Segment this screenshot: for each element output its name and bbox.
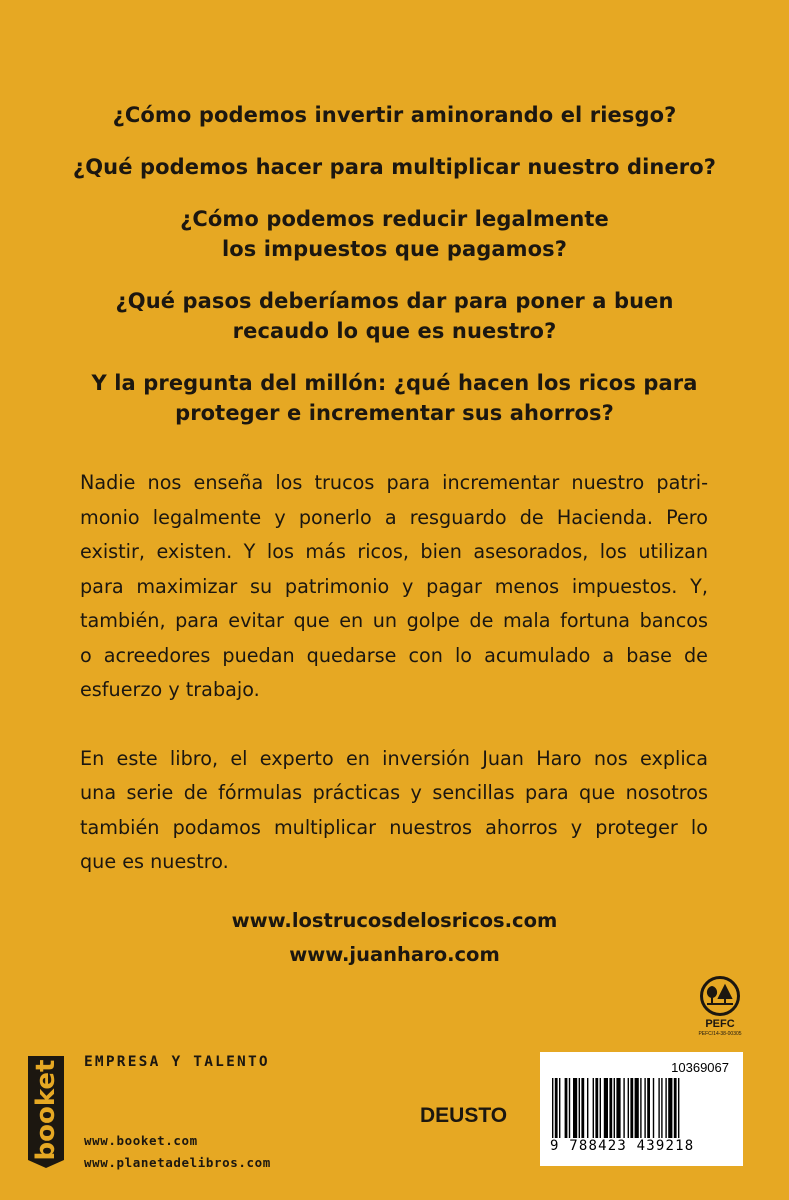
question [40, 204, 749, 264]
barcode-bar [573, 1078, 577, 1138]
text-line: esfuerzo y trabajo. [80, 678, 260, 701]
text-line: que es nuestro. [80, 850, 229, 873]
barcode-bar [623, 1078, 624, 1138]
text-line: monio legalmente y ponerlo a resguardo de Hacienda. Pero [80, 505, 708, 529]
synopsis-paragraph-2 [80, 742, 708, 880]
text-line: o acreedores puedan quedarse con lo acumulado a base de [80, 643, 708, 667]
booket-logo-text: booket [31, 1059, 61, 1161]
publisher-name: DEUSTO [420, 1104, 508, 1127]
barcode-bar [678, 1078, 679, 1138]
barcode-bar [635, 1078, 639, 1138]
pefc-label: PEFC [705, 1018, 735, 1030]
website-link[interactable]: www.lostrucosdelosricos.com [231, 909, 558, 932]
barcode-bar [569, 1078, 570, 1138]
barcode-bar [609, 1078, 612, 1138]
questions-block [40, 100, 749, 450]
barcode-bar [661, 1078, 662, 1138]
question-line: ¿Cómo podemos invertir aminorando el riesgo? [112, 103, 677, 127]
barcode-bar [565, 1078, 568, 1138]
question [40, 368, 749, 428]
barcode-bar [658, 1078, 659, 1138]
barcode-bar [559, 1078, 560, 1138]
synopsis-paragraph-1 [80, 466, 708, 708]
question [40, 100, 749, 130]
barcode-digits: 9 788423 439218 [550, 1138, 695, 1154]
text-line: Nadie nos enseña los trucos para incrementar nuestro patri- [80, 471, 708, 494]
pefc-tree-icon [700, 976, 740, 1016]
barcode-bar [653, 1078, 654, 1138]
text-line: para maximizar su patrimonio y pagar menos impuestos. Y, [80, 574, 708, 598]
barcode-top-number: 10369067 [671, 1060, 729, 1075]
question-line: ¿Cómo podemos reducir legalmente [180, 207, 609, 231]
barcode-bar [593, 1078, 594, 1138]
barcode [540, 1052, 743, 1166]
pefc-code: PEFC/14-38-00305 [698, 1031, 742, 1037]
barcode-bar [604, 1078, 608, 1138]
text-line: En este libro, el experto en inversión Juan Haro nos explica [80, 746, 708, 770]
barcode-bar [587, 1078, 588, 1138]
question-line: los impuestos que pagamos? [221, 237, 568, 261]
question-line: Y la pregunta del millón: ¿qué hacen los ricos para [91, 371, 698, 395]
barcode-bar [555, 1078, 558, 1138]
text-line: también, para evitar que en un golpe de mala fortuna bancos [80, 609, 708, 632]
barcode-bar [640, 1078, 641, 1138]
barcode-bar [614, 1078, 615, 1138]
collection-name: EMPRESA Y TALENTO [84, 1054, 270, 1070]
pefc-certification [690, 976, 750, 1037]
question-line: recaudo lo que es nuestro? [232, 319, 557, 343]
question [40, 152, 749, 182]
website-link[interactable]: www.juanharo.com [289, 943, 500, 966]
barcode-bar [644, 1078, 645, 1138]
barcode-bar [595, 1078, 598, 1138]
barcode-bar [579, 1078, 580, 1138]
question-line: ¿Qué podemos hacer para multiplicar nuestro dinero? [72, 155, 717, 179]
barcode-bar [628, 1078, 629, 1138]
barcode-bar [600, 1078, 601, 1138]
text-line: también podamos multiplicar nuestros ahorros y proteger lo [80, 815, 708, 839]
barcode-bar [552, 1078, 553, 1138]
barcode-bar [616, 1078, 620, 1138]
site-link[interactable]: www.booket.com [84, 1133, 198, 1148]
booket-logo [26, 1050, 66, 1170]
barcode-bars [550, 1078, 736, 1140]
text-line: existir, existen. Y los más ricos, bien asesorados, los utilizan [80, 540, 708, 563]
barcode-bar [647, 1078, 650, 1138]
barcode-bar [665, 1078, 666, 1138]
barcode-bar [674, 1078, 677, 1138]
question [40, 286, 749, 346]
question-line: proteger e incrementar sus ahorros? [175, 401, 614, 425]
synopsis [80, 466, 708, 880]
question-line: ¿Qué pasos deberíamos dar para poner a buen [115, 289, 674, 313]
website-links [0, 904, 789, 972]
barcode-bar [668, 1078, 672, 1138]
barcode-bar [581, 1078, 584, 1138]
site-link[interactable]: www.planetadelibros.com [84, 1155, 271, 1170]
barcode-bar [630, 1078, 633, 1138]
text-line: una serie de fórmulas prácticas y sencillas para que nosotros [80, 781, 708, 804]
publisher-sites [84, 1130, 271, 1174]
